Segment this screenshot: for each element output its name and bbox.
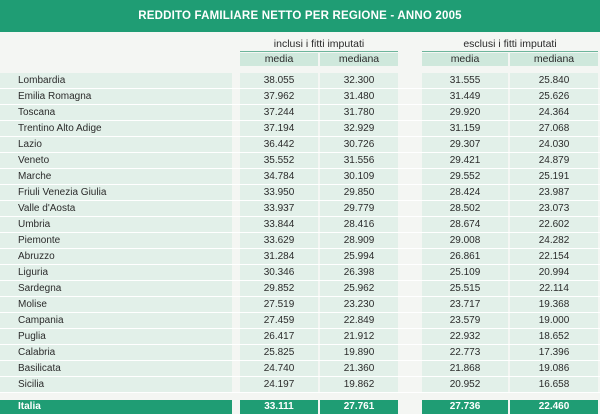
region-label: Liguria — [0, 265, 232, 280]
table-row — [0, 217, 600, 233]
table-cell: 24.740 — [240, 361, 318, 376]
subheader-mediana-esclusi: mediana — [510, 53, 598, 66]
table-row — [0, 105, 600, 121]
region-label: Puglia — [0, 329, 232, 344]
region-label: Sicilia — [0, 377, 232, 392]
table-cell: 26.398 — [320, 265, 398, 280]
table-cell: 32.300 — [320, 73, 398, 88]
table-cell: 27.068 — [510, 121, 598, 136]
region-label: Sardegna — [0, 281, 232, 296]
table-cell: 29.920 — [422, 105, 508, 120]
table-cell: 22.773 — [422, 345, 508, 360]
table-cell: 28.424 — [422, 185, 508, 200]
table-cell: 25.515 — [422, 281, 508, 296]
group-underline-esclusi — [422, 51, 598, 52]
region-label: Calabria — [0, 345, 232, 360]
table-cell: 37.244 — [240, 105, 318, 120]
table-cell: 31.556 — [320, 153, 398, 168]
table-cell: 24.879 — [510, 153, 598, 168]
table-cell: 20.994 — [510, 265, 598, 280]
table-cell: 28.909 — [320, 233, 398, 248]
table-cell: 29.008 — [422, 233, 508, 248]
table-cell: 19.890 — [320, 345, 398, 360]
region-label: Lombardia — [0, 73, 232, 88]
group-header-esclusi: esclusi i fitti imputati — [463, 38, 557, 50]
total-row — [0, 400, 600, 414]
table-row — [0, 265, 600, 281]
table-cell: 38.055 — [240, 73, 318, 88]
table-cell: 19.862 — [320, 377, 398, 392]
table-cell: 22.602 — [510, 217, 598, 232]
region-label: Basilicata — [0, 361, 232, 376]
table-cell: 24.282 — [510, 233, 598, 248]
table-cell: 22.932 — [422, 329, 508, 344]
table-cell: 23.230 — [320, 297, 398, 312]
table-cell: 21.912 — [320, 329, 398, 344]
total-cell: 33.111 — [240, 400, 318, 414]
table-cell: 26.417 — [240, 329, 318, 344]
table-cell: 33.844 — [240, 217, 318, 232]
table-cell: 29.779 — [320, 201, 398, 216]
table-cell: 21.868 — [422, 361, 508, 376]
table-cell: 23.073 — [510, 201, 598, 216]
table-cell: 25.962 — [320, 281, 398, 296]
table-cell: 20.952 — [422, 377, 508, 392]
table-cell: 24.364 — [510, 105, 598, 120]
region-label: Toscana — [0, 105, 232, 120]
table-cell: 27.459 — [240, 313, 318, 328]
region-label: Campania — [0, 313, 232, 328]
table-cell: 16.658 — [510, 377, 598, 392]
table-cell: 19.086 — [510, 361, 598, 376]
total-label: Italia — [0, 400, 232, 414]
table-cell: 31.555 — [422, 73, 508, 88]
table-cell: 30.346 — [240, 265, 318, 280]
table-cell: 34.784 — [240, 169, 318, 184]
total-cell: 27.736 — [422, 400, 508, 414]
table-row — [0, 329, 600, 345]
table-cell: 37.194 — [240, 121, 318, 136]
table-cell: 17.396 — [510, 345, 598, 360]
total-cell: 22.460 — [510, 400, 598, 414]
table-cell: 31.480 — [320, 89, 398, 104]
table-cell: 33.950 — [240, 185, 318, 200]
table-cell: 25.840 — [510, 73, 598, 88]
table-cell: 29.307 — [422, 137, 508, 152]
region-label: Umbria — [0, 217, 232, 232]
table-row — [0, 121, 600, 137]
row-divider — [0, 392, 600, 393]
table-cell: 22.154 — [510, 249, 598, 264]
table-cell: 31.284 — [240, 249, 318, 264]
table-cell: 25.994 — [320, 249, 398, 264]
table-cell: 25.825 — [240, 345, 318, 360]
table-cell: 29.850 — [320, 185, 398, 200]
table-cell: 33.937 — [240, 201, 318, 216]
table-cell: 28.674 — [422, 217, 508, 232]
table-cell: 28.502 — [422, 201, 508, 216]
subheader-media-inclusi: media — [240, 53, 318, 66]
table-row — [0, 153, 600, 169]
table-row — [0, 377, 600, 393]
region-label: Friuli Venezia Giulia — [0, 185, 232, 200]
table-row — [0, 345, 600, 361]
table-cell: 28.416 — [320, 217, 398, 232]
table-row — [0, 201, 600, 217]
table-row — [0, 297, 600, 313]
total-cell: 27.761 — [320, 400, 398, 414]
table-row — [0, 89, 600, 105]
table-cell: 19.000 — [510, 313, 598, 328]
table-cell: 30.726 — [320, 137, 398, 152]
table-cell: 18.652 — [510, 329, 598, 344]
region-label: Marche — [0, 169, 232, 184]
table-cell: 21.360 — [320, 361, 398, 376]
table-cell: 23.717 — [422, 297, 508, 312]
table-cell: 32.929 — [320, 121, 398, 136]
table-cell: 29.852 — [240, 281, 318, 296]
region-label: Trentino Alto Adige — [0, 121, 232, 136]
group-underline-inclusi — [240, 51, 398, 52]
table-cell: 26.861 — [422, 249, 508, 264]
table-cell: 31.780 — [320, 105, 398, 120]
table-row — [0, 281, 600, 297]
table-cell: 25.109 — [422, 265, 508, 280]
subheader-media-esclusi: media — [422, 53, 508, 66]
table-row — [0, 233, 600, 249]
table-cell: 25.626 — [510, 89, 598, 104]
table-cell: 30.109 — [320, 169, 398, 184]
table-row — [0, 137, 600, 153]
table-row — [0, 73, 600, 89]
table-cell: 29.552 — [422, 169, 508, 184]
table-cell: 23.987 — [510, 185, 598, 200]
table-cell: 27.519 — [240, 297, 318, 312]
table-cell: 22.849 — [320, 313, 398, 328]
table-row — [0, 249, 600, 265]
region-label: Molise — [0, 297, 232, 312]
table-cell: 25.191 — [510, 169, 598, 184]
region-label: Veneto — [0, 153, 232, 168]
region-label: Emilia Romagna — [0, 89, 232, 104]
table-cell: 23.579 — [422, 313, 508, 328]
table-cell: 36.442 — [240, 137, 318, 152]
region-label: Piemonte — [0, 233, 232, 248]
table-body — [0, 73, 600, 393]
table-row — [0, 169, 600, 185]
table-row — [0, 313, 600, 329]
table-cell: 22.114 — [510, 281, 598, 296]
table-cell: 19.368 — [510, 297, 598, 312]
table-row — [0, 361, 600, 377]
table-cell: 35.552 — [240, 153, 318, 168]
region-label: Abruzzo — [0, 249, 232, 264]
region-label: Valle d'Aosta — [0, 201, 232, 216]
subheader-mediana-inclusi: mediana — [320, 53, 398, 66]
table-cell: 33.629 — [240, 233, 318, 248]
table-row — [0, 185, 600, 201]
group-header-inclusi: inclusi i fitti imputati — [273, 38, 365, 50]
table-cell: 37.962 — [240, 89, 318, 104]
table-cell: 24.030 — [510, 137, 598, 152]
table-cell: 31.159 — [422, 121, 508, 136]
table-cell: 31.449 — [422, 89, 508, 104]
region-label: Lazio — [0, 137, 232, 152]
table-cell: 29.421 — [422, 153, 508, 168]
table-cell: 24.197 — [240, 377, 318, 392]
table-title: REDDITO FAMILIARE NETTO PER REGIONE - ANNO 2005 — [0, 0, 600, 32]
